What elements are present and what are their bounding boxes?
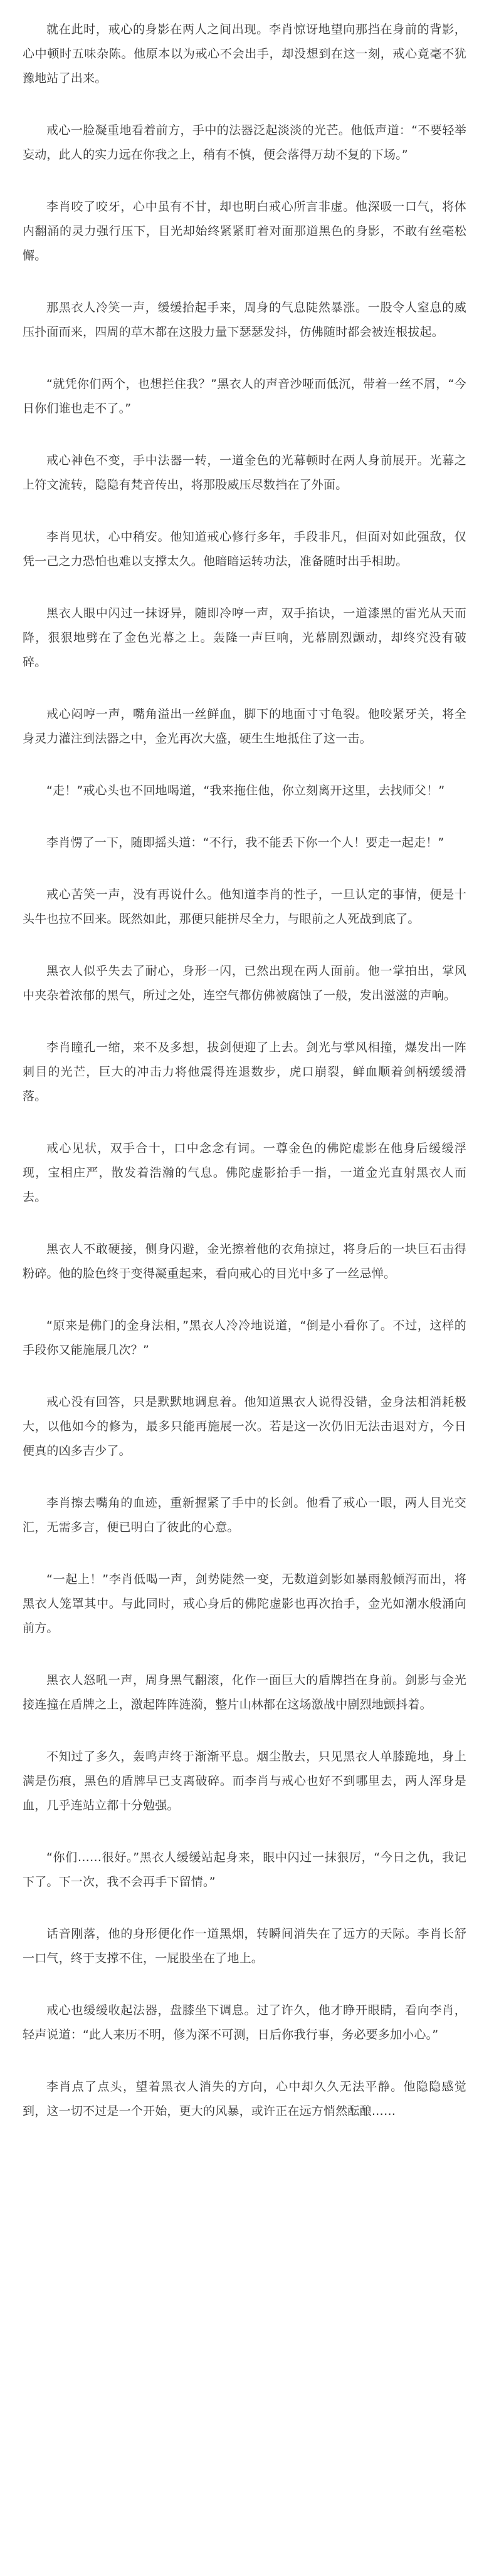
paragraph: 戒心一脸凝重地看着前方，手中的法器泛起淡淡的光芒。他低声道：“不要轻举妄动，此人的实力远在你我之上，稍有不慎，便会落得万劫不复的下场。” bbox=[23, 123, 466, 162]
dialogue-paragraph: “你们……很好。”黑衣人缓缓站起身来，眼中闪过一抹狠厉，“今日之仇，我记下了。下一次，我不会再手下留情。” bbox=[23, 1851, 466, 1889]
dialogue-paragraph: “原来是佛门的金身法相，”黑衣人冷冷地说道，“倒是小看你了。不过，这样的手段你又能施展几次？” bbox=[23, 1319, 466, 1357]
paragraph: 戒心见状，双手合十，口中念念有词。一尊金色的佛陀虚影在他身后缓缓浮现，宝相庄严，散发着浩瀚的气息。佛陀虚影抬手一指，一道金光直射黑衣人而去。 bbox=[23, 1141, 466, 1204]
dialogue-paragraph: “就凭你们两个，也想拦住我？”黑衣人的声音沙哑而低沉，带着一丝不屑，“今日你们谁也走不了。” bbox=[23, 377, 466, 415]
paragraph: 黑衣人似乎失去了耐心，身形一闪，已然出现在两人面前。他一掌拍出，掌风中夹杂着浓郁的黑气，所过之处，连空气都仿佛被腐蚀了一般，发出滋滋的声响。 bbox=[23, 964, 466, 1002]
paragraph: 戒心神色不变，手中法器一转，一道金色的光幕顿时在两人身前展开。光幕之上符文流转，隐隐有梵音传出，将那股威压尽数挡在了外面。 bbox=[23, 454, 466, 492]
paragraph: 戒心没有回答，只是默默地调息着。他知道黑衣人说得没错，金身法相消耗极大，以他如今的修为，最多只能再施展一次。若是这一次仍旧无法击退对方，今日便真的凶多吉少了。 bbox=[23, 1395, 466, 1458]
paragraph: 李肖瞳孔一缩，来不及多想，拔剑便迎了上去。剑光与掌风相撞，爆发出一阵刺目的光芒，巨大的冲击力将他震得连退数步，虎口崩裂，鲜血顺着剑柄缓缓滑落。 bbox=[23, 1041, 466, 1103]
paragraph: 黑衣人不敢硬接，侧身闪避，金光擦着他的衣角掠过，将身后的一块巨石击得粉碎。他的脸色终于变得凝重起来，看向戒心的目光中多了一丝忌惮。 bbox=[23, 1242, 466, 1280]
paragraph: 戒心也缓缓收起法器，盘膝坐下调息。过了许久，他才睁开眼睛，看向李肖，轻声说道：“此人来历不明，修为深不可测，日后你我行事，务必要多加小心。” bbox=[23, 2003, 466, 2042]
paragraph: 李肖咬了咬牙，心中虽有不甘，却也明白戒心所言非虚。他深吸一口气，将体内翻涌的灵力强行压下，目光却始终紧紧盯着对面那道黑色的身影，不敢有丝毫松懈。 bbox=[23, 200, 466, 262]
paragraph: 戒心闷哼一声，嘴角溢出一丝鲜血，脚下的地面寸寸龟裂。他咬紧牙关，将全身灵力灌注到法器之中，金光再次大盛，硬生生地抵住了这一击。 bbox=[23, 707, 466, 745]
paragraph: 黑衣人怒吼一声，周身黑气翻滚，化作一面巨大的盾牌挡在身前。剑影与金光接连撞在盾牌之上，激起阵阵涟漪，整片山林都在这场激战中剧烈地颤抖着。 bbox=[23, 1673, 466, 1711]
paragraph: 黑衣人眼中闪过一抹讶异，随即冷哼一声，双手掐诀，一道漆黑的雷光从天而降，狠狠地劈在了金色光幕之上。轰隆一声巨响，光幕剧烈颤动，却终究没有破碎。 bbox=[23, 606, 466, 669]
paragraph: 李肖见状，心中稍安。他知道戒心修行多年，手段非凡，但面对如此强敌，仅凭一己之力恐怕也难以支撑太久。他暗暗运转功法，准备随时出手相助。 bbox=[23, 530, 466, 568]
paragraph: 李肖擦去嘴角的血迹，重新握紧了手中的长剑。他看了戒心一眼，两人目光交汇，无需多言，便已明白了彼此的心意。 bbox=[23, 1496, 466, 1534]
dialogue-paragraph: “一起上！”李肖低喝一声，剑势陡然一变，无数道剑影如暴雨般倾泻而出，将黑衣人笼罩其中。与此同时，戒心身后的佛陀虚影也再次抬手，金光如潮水般涌向前方。 bbox=[23, 1572, 466, 1635]
paragraph: 不知过了多久，轰鸣声终于渐渐平息。烟尘散去，只见黑衣人单膝跪地，身上满是伤痕，黑色的盾牌早已支离破碎。而李肖与戒心也好不到哪里去，两人浑身是血，几乎连站立都十分勉强。 bbox=[23, 1750, 466, 1812]
paragraph: 话音刚落，他的身形便化作一道黑烟，转瞬间消失在了远方的天际。李肖长舒一口气，终于支撑不住，一屁股坐在了地上。 bbox=[23, 1927, 466, 1965]
paragraph: 戒心苦笑一声，没有再说什么。他知道李肖的性子，一旦认定的事情，便是十头牛也拉不回来。既然如此，那便只能拼尽全力，与眼前之人死战到底了。 bbox=[23, 888, 466, 926]
dialogue-paragraph: “走！”戒心头也不回地喝道，“我来拖住他，你立刻离开这里，去找师父！” bbox=[46, 784, 445, 797]
paragraph: 就在此时，戒心的身影在两人之间出现。李肖惊讶地望向那挡在身前的背影，心中顿时五味杂陈。他原本以为戒心不会出手，却没想到在这一刻，戒心竟毫不犹豫地站了出来。 bbox=[23, 23, 466, 85]
paragraph: 那黑衣人冷笑一声，缓缓抬起手来，周身的气息陡然暴涨。一股令人窒息的威压扑面而来，四周的草木都在这股力量下瑟瑟发抖，仿佛随时都会被连根拔起。 bbox=[23, 301, 466, 339]
paragraph: 李肖点了点头，望着黑衣人消失的方向，心中却久久无法平静。他隐隐感觉到，这一切不过是一个开始，更大的风暴，或许正在远方悄然酝酿…… bbox=[23, 2080, 466, 2118]
dialogue-paragraph: 李肖愣了一下，随即摇头道：“不行，我不能丢下你一个人！要走一起走！” bbox=[46, 836, 444, 849]
